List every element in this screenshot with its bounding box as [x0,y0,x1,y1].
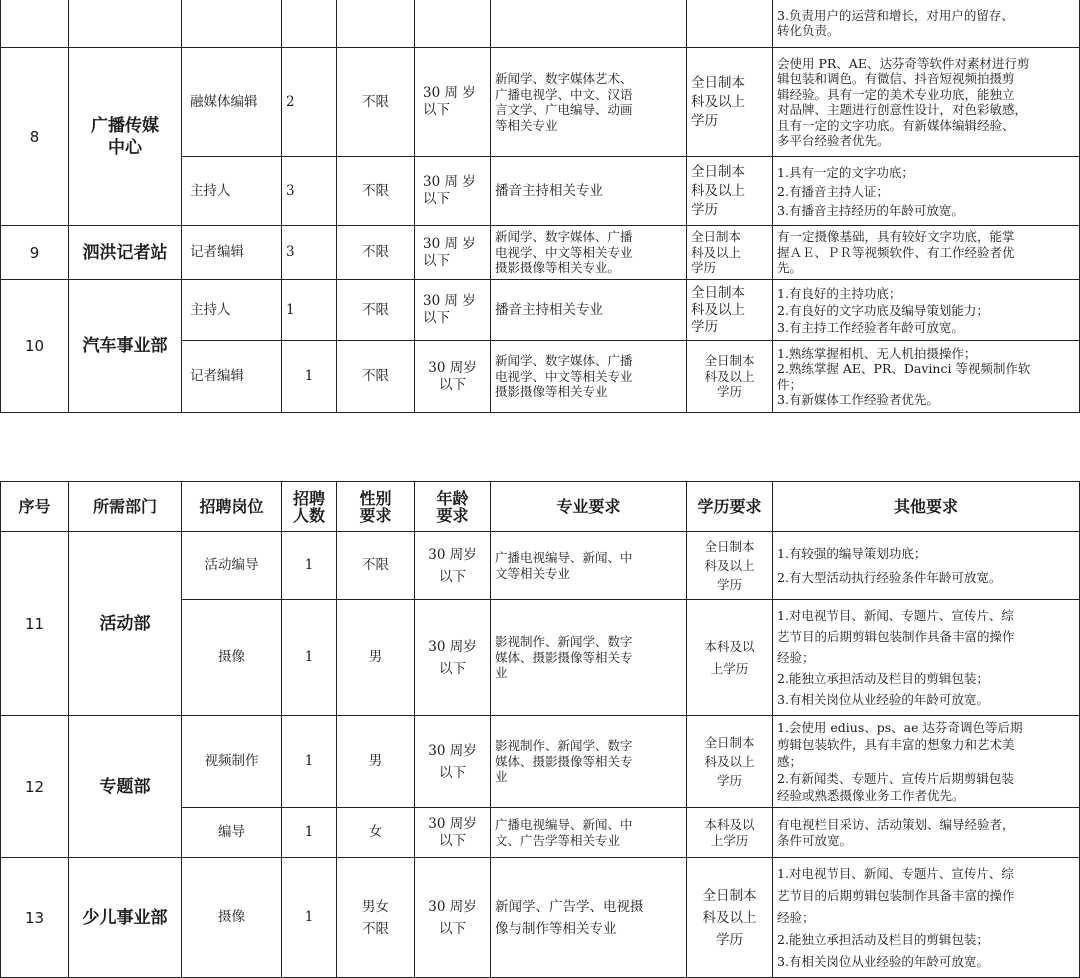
age-requirement: 30 周岁 以下 [415,532,491,600]
header-education: 学历要求 [687,482,773,532]
major-requirement: 播音主持相关专业 [491,157,687,226]
education-requirement: 全日制本 科及以上 学历 [687,341,773,413]
post-name: 记者编辑 [182,341,282,413]
gender-requirement: 不限 [337,48,415,157]
major-requirement: 影视制作、新闻学、数字 媒体、摄影摄像等相关专 业 [491,716,687,808]
row-number: 8 [1,48,69,226]
major-requirement: 新闻学、数字媒体、广播 电视学、中文等相关专业 摄影摄像等相关专业 [491,341,687,413]
row-number: 10 [1,280,69,413]
row-number: 13 [1,858,69,978]
table-row [1,858,1080,978]
post-name: 摄像 [182,600,282,716]
post-name: 记者编辑 [182,226,282,280]
education-requirement: 全日制本 科及以上 学历 [687,48,773,157]
headcount: 1 [282,808,337,858]
headcount: 1 [282,341,337,413]
table-row [1,0,1080,48]
major-requirement: 广播电视编导、新闻、中 文、广告学等相关专业 [491,808,687,858]
age-requirement: 30 周岁 以下 [415,341,491,413]
age-requirement: 30 周 岁 以下 [415,280,491,341]
major-requirement: 广播电视编导、新闻、中 文等相关专业 [491,532,687,600]
age-requirement: 30 周 岁 以下 [415,157,491,226]
header-post: 招聘岗位 [182,482,282,532]
header-major: 专业要求 [491,482,687,532]
post-name: 主持人 [182,280,282,341]
row-number: 11 [1,532,69,716]
age-requirement: 30 周 岁 以下 [415,48,491,157]
header-gender: 性别 要求 [337,482,415,532]
gender-requirement: 不限 [337,532,415,600]
recruitment-table-part1 [0,0,1080,413]
age-requirement: 30 周岁 以下 [415,716,491,808]
post-name: 视频制作 [182,716,282,808]
major-requirement: 新闻学、数字媒体、广播 电视学、中文等相关专业 摄影摄像等相关专业。 [491,226,687,280]
age-requirement: 30 周岁 以下 [415,600,491,716]
major-requirement: 新闻学、数字媒体艺术、 广播电视学、中文、汉语 言文学、广电编导、动画 等相关专业 [491,48,687,157]
headcount: 1 [282,600,337,716]
other-requirements: 1.有较强的编导策划功底； 2.有大型活动执行经验条件年龄可放宽。 [773,532,1080,600]
age-requirement: 30 周岁 以下 [415,858,491,978]
department-name: 泗洪记者站 [69,226,182,280]
table-header-row [1,482,1080,532]
major-requirement: 播音主持相关专业 [491,280,687,341]
header-department: 所需部门 [69,482,182,532]
other-requirements: 1.对电视节目、新闻、专题片、宣传片、综 艺节目的后期剪辑包装制作具备丰富的操作 经验； 2.能独立承担活动及栏目的剪辑包装； 3.有相关岗位从业经验的年龄可放宽。 [773,600,1080,716]
gender-requirement: 男 [337,600,415,716]
header-age: 年龄 要求 [415,482,491,532]
header-no: 序号 [1,482,69,532]
table-row [1,226,1080,280]
education-requirement: 全日制本 科及以上 学历 [687,226,773,280]
headcount: 2 [282,48,337,157]
header-other: 其他要求 [773,482,1080,532]
department-name: 广播传媒 中心 [69,48,182,226]
other-requirements: 1.具有一定的文字功底； 2.有播音主持人证； 3.有播音主持经历的年龄可放宽。 [773,157,1080,226]
headcount: 3 [282,226,337,280]
education-requirement: 本科及以 上学历 [687,808,773,858]
gender-requirement: 不限 [337,341,415,413]
education-requirement: 全日制本 科及以上 学历 [687,858,773,978]
table-row [1,716,1080,808]
other-requirements: 3.负责用户的运营和增长，对用户的留存、 转化负责。 [773,0,1080,48]
other-requirements: 1.对电视节目、新闻、专题片、宣传片、综 艺节目的后期剪辑包装制作具备丰富的操作 经验； 2.能独立承担活动及栏目的剪辑包装； 3.有相关岗位从业经验的年龄可放宽。 [773,858,1080,978]
education-requirement: 全日制本 科及以上 学历 [687,280,773,341]
other-requirements: 1.有良好的主持功底； 2.有良好的文字功底及编导策划能力； 3.有主持工作经验者年龄可放宽。 [773,280,1080,341]
recruitment-table-part2 [0,481,1080,978]
post-name: 摄像 [182,858,282,978]
row-number: 9 [1,226,69,280]
headcount: 3 [282,157,337,226]
table-row [1,280,1080,341]
major-requirement: 影视制作、新闻学、数字 媒体、摄影摄像等相关专 业 [491,600,687,716]
other-requirements: 会使用 PR、AE、达芬奇等软件对素材进行剪 辑包装和调色。有微信、抖音短视频拍摄剪 辑经验。具有一定的美术专业功底，能独立 对品牌、主题进行创意性设计，对色彩敏感， 且有一定的文字功底。有新媒体编辑经验、 多平台经验者优先。 [773,48,1080,157]
post-name: 主持人 [182,157,282,226]
education-requirement: 全日制本 科及以上 学历 [687,157,773,226]
table-row [1,532,1080,600]
department-name: 汽车事业部 [69,280,182,413]
other-requirements: 1.会使用 edius、ps、ae 达芬奇调色等后期 剪辑包装软件，具有丰富的想象力和艺术美 感； 2.有新闻类、专题片、宣传片后期剪辑包装 经验或熟悉摄像业务工作者优先。 [773,716,1080,808]
header-headcount: 招聘 人数 [282,482,337,532]
gender-requirement: 不限 [337,157,415,226]
gender-requirement: 男 [337,716,415,808]
age-requirement: 30 周岁 以下 [415,808,491,858]
headcount: 1 [282,280,337,341]
gender-requirement: 不限 [337,280,415,341]
education-requirement: 全日制本 科及以上 学历 [687,716,773,808]
department-name: 少儿事业部 [69,858,182,978]
department-name: 专题部 [69,716,182,858]
department-name: 活动部 [69,532,182,716]
gender-requirement: 女 [337,808,415,858]
post-name: 融媒体编辑 [182,48,282,157]
other-requirements: 有电视栏目采访、活动策划、编导经验者， 条件可放宽。 [773,808,1080,858]
other-requirements: 有一定摄像基础，具有较好文字功底，能掌 握ＡＥ、ＰＲ等视频软件、有工作经验者优 先。 [773,226,1080,280]
table-row [1,48,1080,157]
gender-requirement: 男女 不限 [337,858,415,978]
education-requirement: 本科及以 上学历 [687,600,773,716]
row-number: 12 [1,716,69,858]
age-requirement: 30 周 岁 以下 [415,226,491,280]
post-name: 编导 [182,808,282,858]
headcount: 1 [282,858,337,978]
education-requirement: 全日制本 科及以上 学历 [687,532,773,600]
major-requirement: 新闻学、广告学、电视摄 像与制作等相关专业 [491,858,687,978]
post-name: 活动编导 [182,532,282,600]
gender-requirement: 不限 [337,226,415,280]
headcount: 1 [282,532,337,600]
headcount: 1 [282,716,337,808]
other-requirements: 1.熟练掌握相机、无人机拍摄操作； 2.熟练掌握 AE、PR、Davinci 等视频制作软 件； 3.有新媒体工作经验者优先。 [773,341,1080,413]
